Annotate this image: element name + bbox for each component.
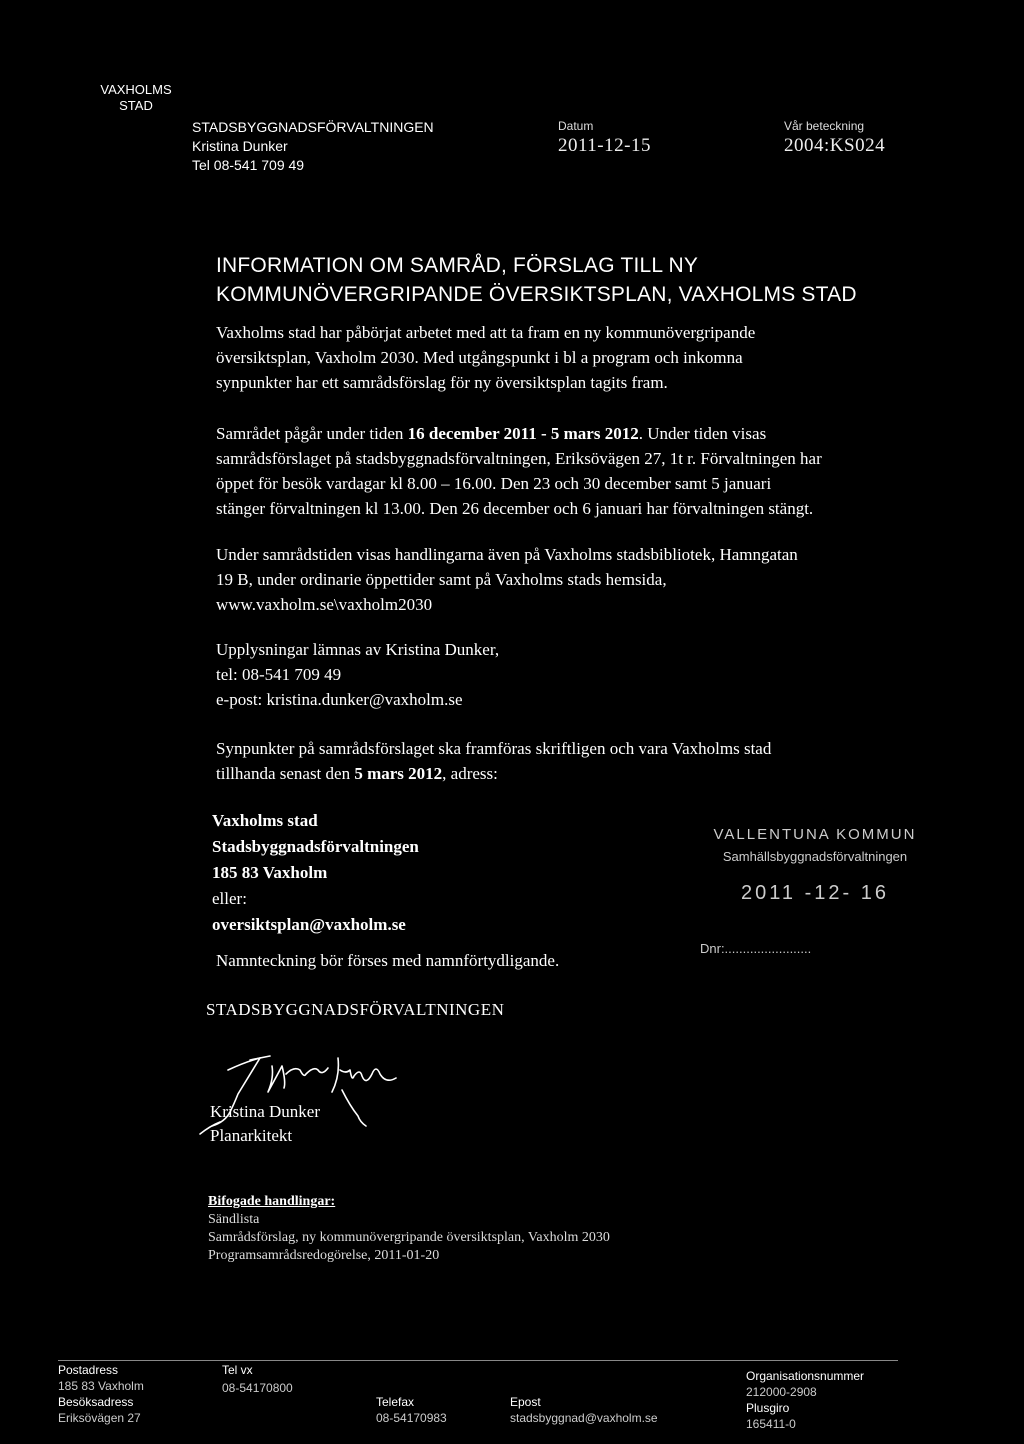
comments-text: , adress: <box>442 764 498 783</box>
library-paragraph <box>216 542 976 617</box>
intro-line: Vaxholms stad har påbörjat arbetet med att ta fram en ny kommunövergripande <box>216 323 756 342</box>
title-line-2: KOMMUNÖVERGRIPANDE ÖVERSIKTSPLAN, VAXHOLMS STAD <box>216 283 857 306</box>
received-stamp <box>700 826 930 905</box>
comments-deadline: 5 mars 2012 <box>354 764 443 783</box>
footer-org-value: 212000-2908 <box>746 1385 817 1399</box>
footer-fax <box>376 1394 447 1426</box>
footer-plusgiro-label: Plusgiro <box>746 1401 790 1415</box>
attachment-item: Programsamrådsredogörelse, 2011-01-20 <box>208 1248 440 1263</box>
footer-epost-value: stadsbyggnad@vaxholm.se <box>510 1411 658 1425</box>
consultation-line <box>216 421 976 446</box>
stamp-department: Samhällsbyggnadsförvaltningen <box>722 849 908 864</box>
footer-telvx-value: 08-54170800 <box>222 1381 293 1395</box>
signature-note: Namnteckning bör förses med namnförtydligande. <box>216 951 560 970</box>
footer-postadress-value: 185 83 Vaxholm <box>58 1379 144 1393</box>
attachment-item: Sändlista <box>208 1212 260 1227</box>
info-paragraph <box>216 637 976 712</box>
address-email: oversiktsplan@vaxholm.se <box>212 915 406 934</box>
document-title <box>216 251 857 309</box>
reference-label: Vår beteckning <box>784 119 865 133</box>
consultation-period: 16 december 2011 - 5 mars 2012 <box>407 424 639 443</box>
footer-plusgiro-value: 165411-0 <box>746 1417 796 1431</box>
stamp-date: 2011 -12- 16 <box>741 882 889 904</box>
intro-line: översiktsplan, Vaxholm 2030. Med utgångspunkt i bl a program och inkomna <box>216 348 743 367</box>
signer-role: Planarkitekt <box>210 1126 293 1145</box>
library-line: Under samrådstiden visas handlingarna även på Vaxholms stadsbibliotek, Hamngatan <box>216 545 798 564</box>
address-line-1: Vaxholms stad <box>212 811 318 830</box>
attachment-item: Samrådsförslag, ny kommunövergripande översiktsplan, Vaxholm 2030 <box>208 1230 610 1245</box>
library-line: 19 B, under ordinarie öppettider samt på Vaxholms stads hemsida, <box>216 570 667 589</box>
date-label: Datum <box>558 119 594 133</box>
footer-besok-value: Eriksövägen 27 <box>58 1411 141 1425</box>
org-line-2: STAD <box>119 98 153 113</box>
intro-line: synpunkter har ett samrådsförslag för ny översiktsplan tagits fram. <box>216 373 668 392</box>
info-phone: tel: 08-541 709 49 <box>216 665 342 684</box>
footer-postadress-label: Postadress <box>58 1363 119 1377</box>
consultation-text: . Under tiden visas <box>638 424 767 443</box>
comments-line: Synpunkter på samrådsförslaget ska framföras skriftligen och vara Vaxholms stad <box>216 739 772 758</box>
footer-divider <box>58 1360 898 1361</box>
stamp-dnr: Dnr:........................ <box>700 941 812 956</box>
address-line-2: Stadsbyggnadsförvaltningen <box>212 837 419 856</box>
title-line-1: INFORMATION OM SAMRÅD, FÖRSLAG TILL NY <box>216 254 699 277</box>
info-email: e-post: kristina.dunker@vaxholm.se <box>216 690 463 709</box>
address-or: eller: <box>212 889 247 908</box>
organization-name <box>96 82 176 114</box>
attachments-heading: Bifogade handlingar: <box>208 1194 336 1209</box>
comments-text: tillhanda senast den <box>216 764 355 783</box>
footer-telefax-value: 08-54170983 <box>376 1411 447 1425</box>
consultation-line: samrådsförslaget på stadsbyggnadsförvaltningen, Eriksövägen 27, 1t r. Förvaltningen har <box>216 449 822 468</box>
consultation-line: stänger förvaltningen kl 13.00. Den 26 december och 6 januari har förvaltningen stängt. <box>216 499 814 518</box>
footer-email <box>510 1394 658 1426</box>
consultation-paragraph <box>216 421 976 521</box>
intro-paragraph <box>216 320 976 395</box>
department-name: STADSBYGGNADSFÖRVALTNINGEN <box>192 119 434 135</box>
stamp-municipality: VALLENTUNA KOMMUN <box>713 826 917 843</box>
footer-epost-label: Epost <box>510 1395 541 1409</box>
footer-telefax-label: Telefax <box>376 1395 415 1409</box>
consultation-text: Samrådet pågår under tiden <box>216 424 408 443</box>
attachments <box>208 1193 610 1265</box>
org-line-1: VAXHOLMS <box>100 82 172 97</box>
signer-name: Kristina Dunker <box>210 1102 321 1121</box>
sender-block <box>192 118 434 175</box>
signing-office: STADSBYGGNADSFÖRVALTNINGEN <box>206 1000 505 1019</box>
postal-address <box>212 808 419 938</box>
info-line: Upplysningar lämnas av Kristina Dunker, <box>216 640 500 659</box>
date-block <box>558 119 651 157</box>
footer-org-label: Organisationsnummer <box>746 1369 865 1383</box>
contact-phone: Tel 08-541 709 49 <box>192 157 305 173</box>
date-value: 2011-12-15 <box>558 135 651 156</box>
footer-postal <box>58 1362 144 1426</box>
library-website: www.vaxholm.se\vaxholm2030 <box>216 595 433 614</box>
reference-value: 2004:KS024 <box>784 135 886 156</box>
comments-line <box>216 761 976 786</box>
reference-block <box>784 119 885 157</box>
comments-paragraph <box>216 736 976 786</box>
address-line-3: 185 83 Vaxholm <box>212 863 328 882</box>
footer-org <box>746 1368 916 1432</box>
signer-block <box>210 1100 320 1148</box>
contact-name: Kristina Dunker <box>192 138 288 154</box>
footer-telvx-label: Tel vx <box>222 1363 253 1377</box>
consultation-line: öppet för besök vardagar kl 8.00 – 16.00. Den 23 och 30 december samt 5 januari <box>216 474 772 493</box>
footer-besok-label: Besöksadress <box>58 1395 134 1409</box>
footer-switchboard <box>222 1362 293 1396</box>
